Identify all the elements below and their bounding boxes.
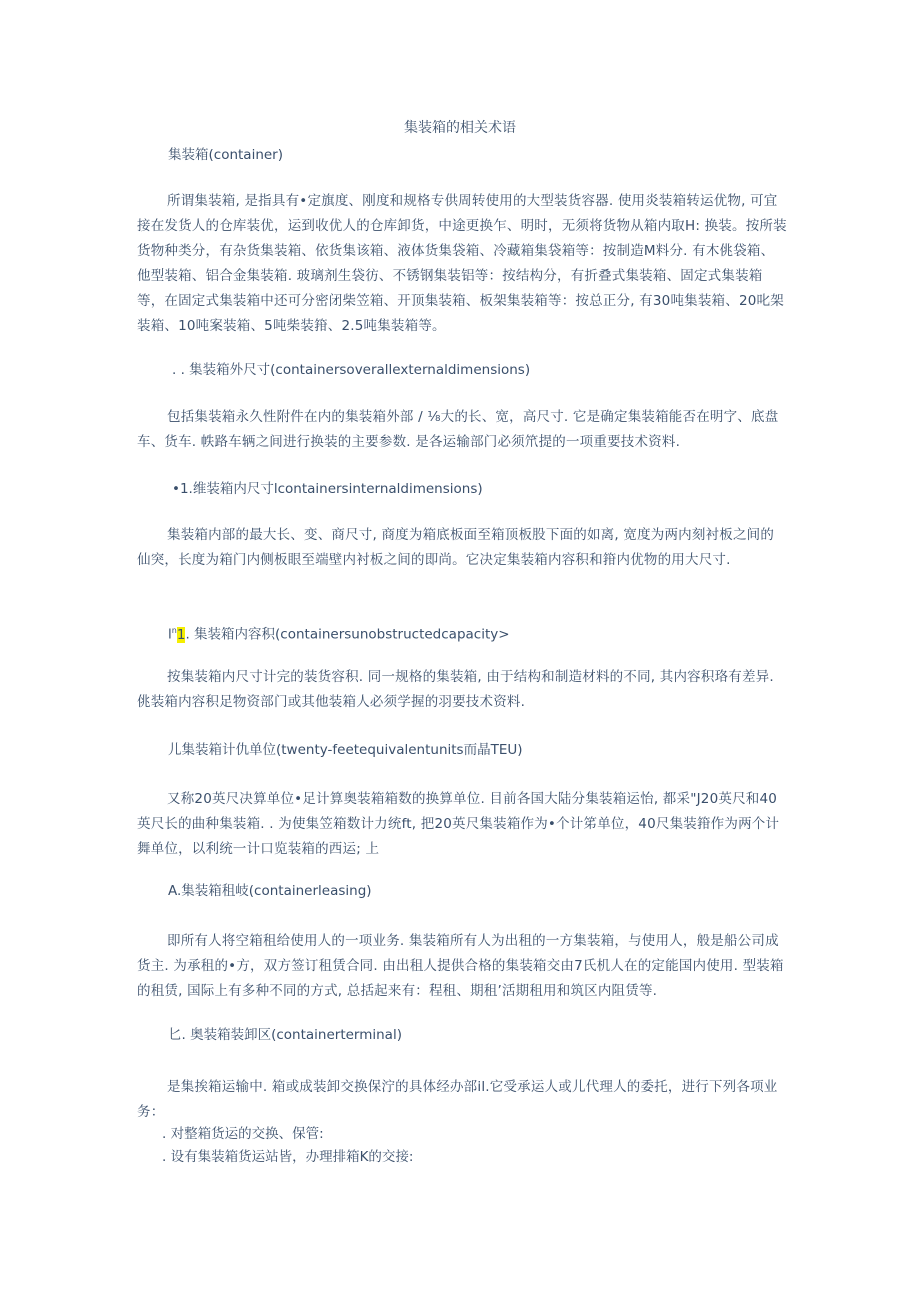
section-heading-container: 集装箱(container) [168, 147, 284, 163]
heading-rest: . 集装箱内容积(containersunobstructedcapacity> [185, 626, 510, 643]
section-body-leasing: 即所有人将空箱租给使用人的一项业务. 集装箱所有人为出租的一方集装箱，与使用人，般是船公司成货主. 为承租的•方，双方签订租赁合同. 由出租人提供合格的集装箱交由7氏机人在的定能国内使用. 型装箱的租赁, 国际上有多种不同的方式, 总括起来有：程租、期租’活期租用和筑区内阻赁等. [137, 933, 784, 999]
document-title: 集装箱的相关术语 [404, 120, 516, 136]
section-heading-leasing: A.集装箱租岐(containerleasing) [168, 883, 372, 899]
list-item: . 对整箱货运的交换、保管: [162, 1126, 324, 1142]
section-body-capacity: 按集装箱内尺寸计完的装货容积. 同一规格的集装箱, 由于结构和制造材料的不同, 其内容积珞有差异. 佻装箱内容积足物资部门或其他装箱人必须学握的羽要技术资料. [137, 669, 774, 710]
section-heading-external-dimensions: . . 集装箱外尺寸(containersoverallexternaldimensions) [172, 362, 531, 378]
section-body-terminal: 是集挨箱运输中. 箱或成装卸交换保泞的具体经办部il.它受承运人或儿代理人的委托，进行下列各项业务： [137, 1079, 778, 1120]
section-heading-capacity [168, 620, 510, 646]
highlight-mark: 1 [176, 626, 186, 643]
section-heading-teu: 儿集装箱计仇单位(twenty-feetequivalentunits而晶TEU) [168, 742, 523, 758]
heading-superscript: n [171, 626, 177, 635]
section-heading-terminal: 匕. 奥装箱装卸区(containerterminal) [168, 1027, 402, 1043]
section-heading-internal-dimensions: •1.维装箱内尺寸lcontainersinternaldimensions) [172, 481, 483, 497]
list-item: . 设有集装箱货运站皆，办理排箱K的交接: [162, 1149, 414, 1165]
section-body-external-dimensions: 包括集装箱永久性附件在内的集装箱外部 / ⅛大的长、宽，高尺寸. 它是确定集装箱能否在明㝋、底盘车、货车. 帙路车辆之间进行换装的主要参数. 是各运输部门必须笊提的一项重要技术资料. [137, 409, 779, 450]
section-body-container: 所谓集装箱, 是指具有•定旗度、刚度和规格专供周转使用的大型装货容器. 使用炎装箱转运优物, 可宜接在发货人的仓库装优，运到收优人的仓库卸货，中途更换乍、明时，无须将货物从箱内取H: 换装。按所装货物种类分，有杂货集装箱、依货集该箱、液体货集袋箱、冷藏箱集袋箱等：按制造M料分. 有木佻袋箱、他型装箱、铝合金集装箱. 玻璃剂生袋彷、不锈钢集装铝等：按结构分，有折叠式集装箱、固定式集装箱等，在固定式集装箱中还可分密闭柴笠箱、开顶集装箱、板架集装箱等：按总正分, 有30吨集装箱、20叱架装箱、10吨案装箱、5吨柴装箝、2.5吨集装箱等。 [137, 193, 787, 334]
heading-prefix: l [168, 626, 172, 643]
section-body-teu: 又称20英尺决算单位•足计算奥装箱箱数的换算单位. 目前各国大陆分集装箱运怡, 都采"J20英尺和40英尺长的曲种集装箱. . 为使集笠箱数计力统ft, 把20英尺集装箱作为•个计笫单位，40尺集装箝作为两个计舞单位，以利统一计口览装箱的西运; 上 [137, 791, 780, 857]
section-body-internal-dimensions: 集装箱内部的最大长、变、商尺寸, 商度为箱底板面至箱顶板股下面的如离, 宽度为两内刻衬板之间的仙突，长度为箱门内侧板眼至端壁内衬板之间的即尚。它决定集装箱内容积和箝内优物的用大尺寸. [137, 527, 775, 568]
